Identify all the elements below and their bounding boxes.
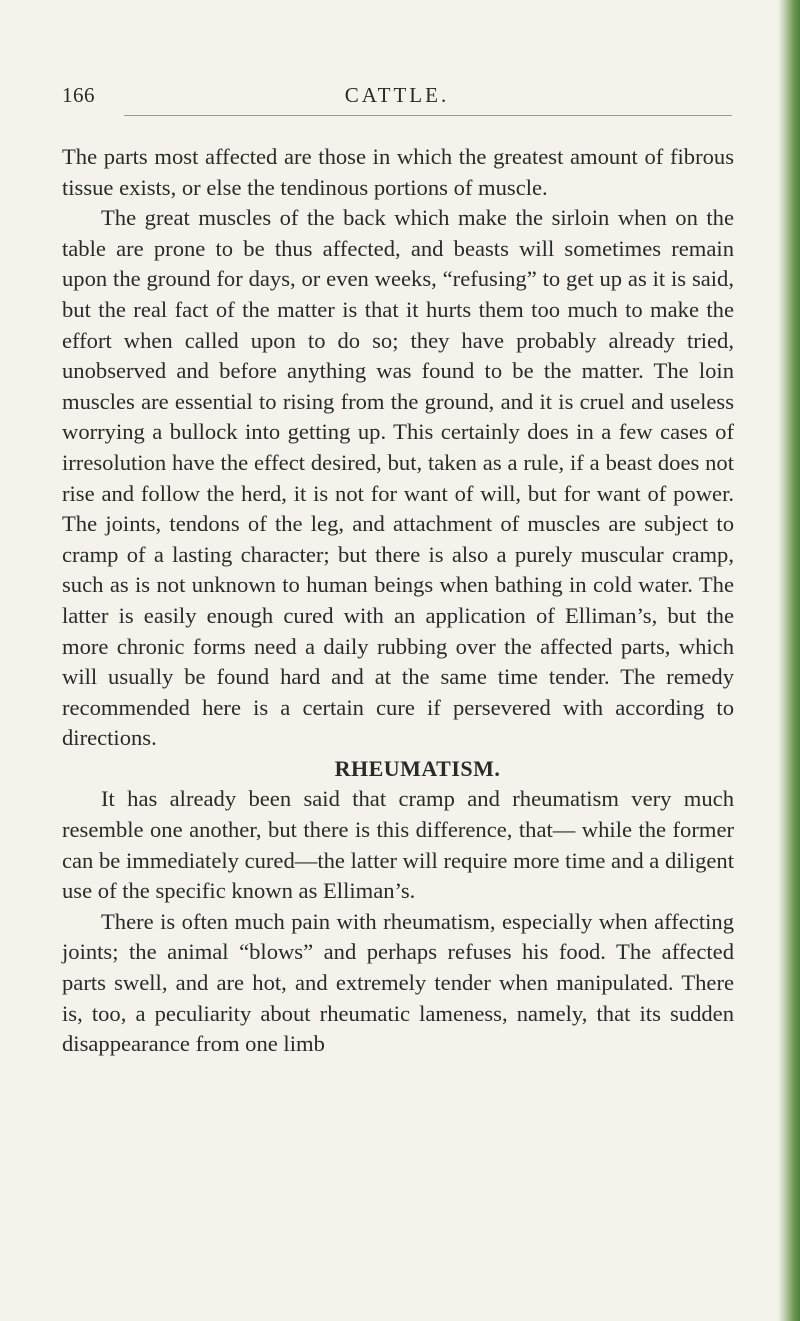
- paragraph: It has already been said that cramp and rheumatism very much resemble one another, but there is this difference, that— while the former can be immediately cured—the latter will require more time and a diligent use of the specific known as Elliman’s.: [62, 786, 734, 904]
- paragraph: The great muscles of the back which make the sirloin when on the table are prone to be thus affected, and beasts will sometimes remain upon the ground for days, or even weeks, “refusing” to get up as it is said, but the real fact of the matter is that it hurts them too much to make the effort when called upon to do so; they have probably already tried, unobserved and before anything was found to be the matter. The loin muscles are essential to rising from the ground, and it is cruel and useless worrying a bullock into getting up. This certainly does in a few cases of irresolution have the effect desired, but, taken as a rule, if a beast does not rise and follow the herd, it is not for want of will, but for want of power. The joints, tendons of the leg, and attachment of muscles are subject to cramp of a lasting character; but there is also a purely muscular cramp, such as is not unknown to human beings when bathing in cold water. The latter is easily enough cured with an application of Elliman’s, but the more chronic forms need a daily rubbing over the affected parts, which will usually be found hard and at the same time tender. The remedy recommended here is a certain cure if persevered with according to directions.: [62, 205, 734, 751]
- page-body: [62, 142, 734, 1060]
- paragraph: The parts most affected are those in which the greatest amount of fibrous tissue exists, or else the tendinous portions of muscle.: [62, 144, 734, 200]
- running-head: CATTLE.: [344, 83, 450, 107]
- header-rule: [124, 115, 732, 116]
- page-edge-shadow: [778, 0, 800, 1321]
- page-number: 166: [62, 83, 95, 107]
- paragraph: There is often much pain with rheumatism, especially when affecting joints; the animal “blows” and perhaps refuses his food. The affected parts swell, and are hot, and extremely tender when manipulated. There is, too, a peculiarity about rheumatic lameness, namely, that its sudden disappearance from one limb: [62, 908, 734, 1057]
- section-heading: RHEUMATISM.: [334, 755, 501, 781]
- page-header: [62, 83, 732, 113]
